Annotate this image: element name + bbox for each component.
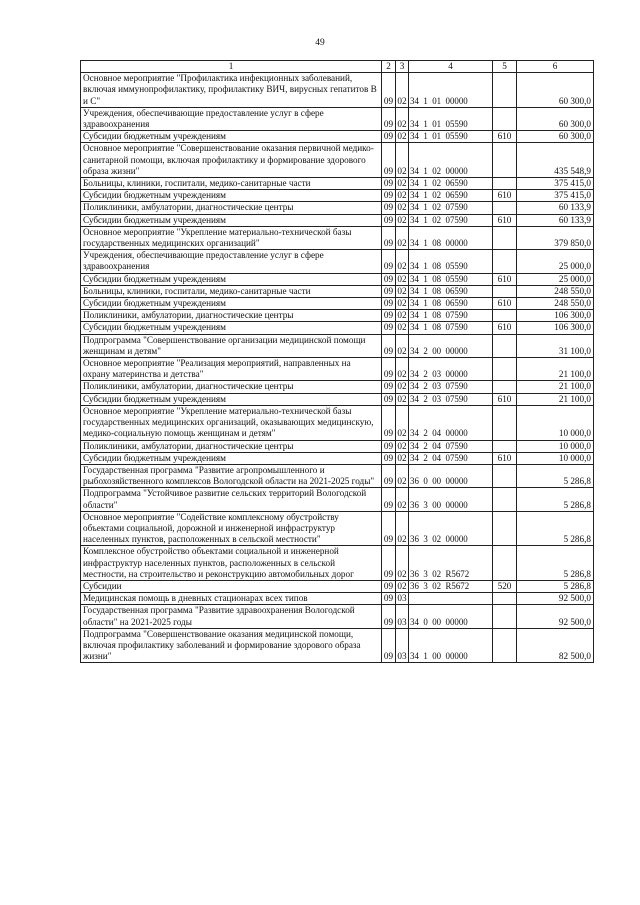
row-target-code-cell: 36 3 02 R5672 <box>409 546 493 581</box>
row-name-cell: Комплексное обустройство объектами социальной и инженерной инфраструктур населенных пунктов, расположенных в сельской местности, на строительство и реконструкцию автомобильных дорог <box>81 546 382 581</box>
row-expense-type-cell <box>493 73 517 108</box>
table-row <box>81 190 594 202</box>
row-expense-type-cell: 610 <box>493 214 517 226</box>
row-amount-cell: 31 100,0 <box>517 334 594 357</box>
table-row <box>81 381 594 393</box>
row-target-code-cell: 36 3 02 00000 <box>409 511 493 546</box>
header-col-2: 2 <box>382 61 396 73</box>
row-subsection-cell: 02 <box>397 285 407 296</box>
row-section-cell: 09 <box>382 334 396 357</box>
row-section-cell: 09 <box>382 73 396 108</box>
row-name-cell: Основное мероприятие "Укрепление материально-технической базы государственных медицинских организаций" <box>81 226 382 249</box>
row-target-code-cell <box>409 593 493 605</box>
row-subsection-cell: 02 <box>397 440 407 451</box>
row-name-cell: Субсидии бюджетным учреждениям <box>81 214 382 226</box>
row-subsection-cell: 03 <box>397 593 407 604</box>
row-expense-type-cell <box>493 202 517 214</box>
row-subsection-cell: 02 <box>397 190 407 201</box>
row-section-cell: 09 <box>382 580 396 592</box>
row-expense-type-cell <box>493 107 517 130</box>
row-amount-cell: 375 415,0 <box>517 190 594 202</box>
row-subsection-cell: 02 <box>396 107 409 130</box>
header-col-5: 5 <box>493 61 517 73</box>
row-target-code-cell: 34 2 00 00000 <box>409 334 493 357</box>
row-name-cell: Подпрограмма "Устойчивое развитие сельских территорий Вологодской области" <box>81 488 382 511</box>
row-subsection-cell: 02 <box>396 250 409 273</box>
row-subsection-cell: 02 <box>396 405 409 440</box>
row-section-cell: 09 <box>382 131 396 143</box>
row-section-cell: 09 <box>382 593 396 605</box>
row-section-cell: 09 <box>382 322 396 334</box>
row-section-cell: 09 <box>382 107 396 130</box>
row-name-cell: Субсидии бюджетным учреждениям <box>81 322 382 334</box>
row-expense-type-cell <box>493 178 517 190</box>
table-row <box>81 358 594 381</box>
row-expense-type-cell <box>493 628 517 663</box>
row-target-code-cell: 34 1 02 00000 <box>409 143 493 178</box>
table-row <box>81 580 594 592</box>
row-amount-cell: 21 100,0 <box>517 381 594 393</box>
row-amount-cell: 106 300,0 <box>517 322 594 334</box>
header-col-4: 4 <box>409 61 493 73</box>
row-subsection-cell: 02 <box>396 546 409 581</box>
row-amount-cell: 25 000,0 <box>517 250 594 273</box>
row-section-cell: 09 <box>382 393 396 405</box>
row-name-cell: Основное мероприятие "Содействие комплексному обустройству объектами социальной, дорожной и инженерной инфраструктур населенных пунктов, расположенных в сельской местности" <box>81 511 382 546</box>
row-amount-cell: 5 286,8 <box>517 580 594 592</box>
row-target-code-cell: 34 2 03 00000 <box>409 358 493 381</box>
table-header-row <box>81 61 594 73</box>
table-row <box>81 405 594 440</box>
table-row <box>81 143 594 178</box>
row-amount-cell: 248 550,0 <box>517 285 594 297</box>
row-section-cell: 09 <box>382 464 396 487</box>
row-expense-type-cell <box>493 381 517 393</box>
table-row <box>81 546 594 581</box>
row-section-cell: 09 <box>382 214 396 226</box>
row-target-code-cell: 34 2 03 07590 <box>409 393 493 405</box>
row-section-cell: 09 <box>382 190 396 202</box>
row-target-code-cell: 34 2 03 07590 <box>409 381 493 393</box>
table-row <box>81 73 594 108</box>
row-section-cell: 09 <box>382 226 396 249</box>
row-amount-cell: 248 550,0 <box>517 298 594 310</box>
row-name-cell: Субсидии бюджетным учреждениям <box>81 190 382 202</box>
page-number: 49 <box>315 38 325 48</box>
table-row <box>81 322 594 334</box>
row-amount-cell: 21 100,0 <box>517 358 594 381</box>
row-subsection-cell: 02 <box>397 214 407 225</box>
row-target-code-cell: 34 1 01 05590 <box>409 107 493 130</box>
row-amount-cell: 5 286,8 <box>517 546 594 581</box>
row-amount-cell: 60 133,9 <box>517 202 594 214</box>
row-expense-type-cell <box>493 405 517 440</box>
row-amount-cell: 10 000,0 <box>517 440 594 452</box>
row-target-code-cell: 34 1 02 06590 <box>409 190 493 202</box>
table-body <box>81 73 594 663</box>
row-section-cell: 09 <box>382 511 396 546</box>
row-target-code-cell: 34 1 00 00000 <box>409 628 493 663</box>
row-target-code-cell: 34 1 02 07590 <box>409 202 493 214</box>
row-name-cell: Субсидии бюджетным учреждениям <box>81 273 382 285</box>
row-section-cell: 09 <box>382 440 396 452</box>
row-name-cell: Субсидии <box>81 580 382 592</box>
row-amount-cell: 379 850,0 <box>517 226 594 249</box>
row-name-cell: Поликлиники, амбулатории, диагностические центры <box>81 440 382 452</box>
row-subsection-cell: 02 <box>396 73 409 108</box>
row-expense-type-cell: 610 <box>493 298 517 310</box>
row-expense-type-cell <box>493 464 517 487</box>
row-expense-type-cell <box>493 334 517 357</box>
row-amount-cell: 21 100,0 <box>517 393 594 405</box>
table-row <box>81 214 594 226</box>
row-expense-type-cell <box>493 488 517 511</box>
row-expense-type-cell <box>493 440 517 452</box>
row-subsection-cell: 02 <box>397 298 407 309</box>
row-subsection-cell: 02 <box>396 358 409 381</box>
row-section-cell: 09 <box>382 273 396 285</box>
row-name-cell: Поликлиники, амбулатории, диагностические центры <box>81 381 382 393</box>
table-row <box>81 310 594 322</box>
row-amount-cell: 60 300,0 <box>517 131 594 143</box>
row-name-cell: Учреждения, обеспечивающие предоставление услуг в сфере здравоохранения <box>81 107 382 130</box>
row-target-code-cell: 34 2 04 07590 <box>409 452 493 464</box>
row-amount-cell: 435 548,9 <box>517 143 594 178</box>
row-target-code-cell: 34 0 00 00000 <box>409 605 493 628</box>
row-amount-cell: 106 300,0 <box>517 310 594 322</box>
row-amount-cell: 25 000,0 <box>517 273 594 285</box>
budget-table <box>80 60 594 663</box>
row-target-code-cell: 34 2 04 07590 <box>409 440 493 452</box>
row-name-cell: Больницы, клиники, госпитали, медико-санитарные части <box>81 285 382 297</box>
row-expense-type-cell: 520 <box>493 580 517 592</box>
row-expense-type-cell <box>493 511 517 546</box>
row-amount-cell: 5 286,8 <box>517 488 594 511</box>
row-amount-cell: 10 000,0 <box>517 452 594 464</box>
row-subsection-cell: 02 <box>397 452 407 463</box>
table-row <box>81 440 594 452</box>
row-name-cell: Субсидии бюджетным учреждениям <box>81 452 382 464</box>
row-subsection-cell: 02 <box>396 464 409 487</box>
row-expense-type-cell: 610 <box>493 273 517 285</box>
table-row <box>81 298 594 310</box>
row-section-cell: 09 <box>382 358 396 381</box>
row-name-cell: Подпрограмма "Совершенствование организации медицинской помощи женщинам и детям" <box>81 334 382 357</box>
row-expense-type-cell: 610 <box>493 322 517 334</box>
table-row <box>81 226 594 249</box>
row-name-cell: Субсидии бюджетным учреждениям <box>81 393 382 405</box>
table-row <box>81 202 594 214</box>
row-section-cell: 09 <box>382 381 396 393</box>
table-row <box>81 107 594 130</box>
table-row <box>81 285 594 297</box>
row-section-cell: 09 <box>382 310 396 322</box>
header-col-3: 3 <box>396 61 409 73</box>
row-section-cell: 09 <box>382 202 396 214</box>
row-amount-cell: 92 500,0 <box>517 605 594 628</box>
row-subsection-cell: 02 <box>396 511 409 546</box>
row-subsection-cell: 02 <box>396 334 409 357</box>
row-section-cell: 09 <box>382 250 396 273</box>
table-row <box>81 393 594 405</box>
row-target-code-cell: 34 1 08 07590 <box>409 310 493 322</box>
row-amount-cell: 60 133,9 <box>517 214 594 226</box>
row-amount-cell: 92 500,0 <box>517 593 594 605</box>
row-target-code-cell: 34 1 08 06590 <box>409 285 493 297</box>
row-expense-type-cell: 610 <box>493 393 517 405</box>
row-target-code-cell: 36 3 00 00000 <box>409 488 493 511</box>
row-target-code-cell: 34 1 08 00000 <box>409 226 493 249</box>
row-expense-type-cell <box>493 143 517 178</box>
row-target-code-cell: 34 1 08 05590 <box>409 273 493 285</box>
row-amount-cell: 60 300,0 <box>517 107 594 130</box>
table-row <box>81 131 594 143</box>
table-row <box>81 593 594 605</box>
row-amount-cell: 10 000,0 <box>517 405 594 440</box>
row-subsection-cell: 02 <box>397 580 407 591</box>
row-amount-cell: 5 286,8 <box>517 464 594 487</box>
header-col-1: 1 <box>81 61 382 73</box>
table-row <box>81 273 594 285</box>
row-subsection-cell: 02 <box>397 131 407 142</box>
row-section-cell: 09 <box>382 488 396 511</box>
table-row <box>81 250 594 273</box>
row-target-code-cell: 34 1 08 05590 <box>409 250 493 273</box>
row-subsection-cell: 02 <box>397 322 407 333</box>
row-amount-cell: 60 300,0 <box>517 73 594 108</box>
row-subsection-cell: 02 <box>396 488 409 511</box>
row-subsection-cell: 02 <box>397 273 407 284</box>
row-target-code-cell: 34 1 02 07590 <box>409 214 493 226</box>
row-name-cell: Поликлиники, амбулатории, диагностические центры <box>81 310 382 322</box>
table-row <box>81 178 594 190</box>
row-expense-type-cell: 610 <box>493 190 517 202</box>
row-subsection-cell: 02 <box>397 202 407 213</box>
row-name-cell: Медицинская помощь в дневных стационарах всех типов <box>81 593 382 605</box>
row-name-cell: Государственная программа "Развитие здравоохранения Вологодской области" на 2021-2025 годы <box>81 605 382 628</box>
row-expense-type-cell <box>493 546 517 581</box>
row-section-cell: 09 <box>382 452 396 464</box>
row-subsection-cell: 03 <box>396 628 409 663</box>
row-name-cell: Государственная программа "Развитие агропромышленного и рыбохозяйственного комплексов Вологодской области на 2021-2025 годы" <box>81 464 382 487</box>
row-subsection-cell: 02 <box>396 143 409 178</box>
row-section-cell: 09 <box>382 605 396 628</box>
table-row <box>81 464 594 487</box>
row-target-code-cell: 34 1 01 05590 <box>409 131 493 143</box>
row-target-code-cell: 34 2 04 00000 <box>409 405 493 440</box>
row-name-cell: Основное мероприятие "Совершенствование оказания первичной медико-санитарной помощи, включая профилактику и формирование здорового образа жизни" <box>81 143 382 178</box>
row-section-cell: 09 <box>382 628 396 663</box>
row-name-cell: Учреждения, обеспечивающие предоставление услуг в сфере здравоохранения <box>81 250 382 273</box>
row-expense-type-cell <box>493 285 517 297</box>
row-target-code-cell: 36 0 00 00000 <box>409 464 493 487</box>
row-section-cell: 09 <box>382 178 396 190</box>
row-expense-type-cell <box>493 250 517 273</box>
row-name-cell: Подпрограмма "Совершенствование оказания медицинской помощи, включая профилактику заболеваний и формирование здорового образа жизни" <box>81 628 382 663</box>
table-row <box>81 605 594 628</box>
row-amount-cell: 82 500,0 <box>517 628 594 663</box>
row-section-cell: 09 <box>382 546 396 581</box>
row-name-cell: Основное мероприятие "Укрепление материально-технической базы государственных медицинских организаций, оказывающих медицинскую, медико-социальную помощь женщинам и детям" <box>81 405 382 440</box>
row-target-code-cell: 34 1 08 06590 <box>409 298 493 310</box>
row-name-cell: Субсидии бюджетным учреждениям <box>81 298 382 310</box>
table-row <box>81 334 594 357</box>
row-name-cell: Больницы, клиники, госпитали, медико-санитарные части <box>81 178 382 190</box>
row-name-cell: Поликлиники, амбулатории, диагностические центры <box>81 202 382 214</box>
row-section-cell: 09 <box>382 405 396 440</box>
row-subsection-cell: 02 <box>397 381 407 392</box>
row-name-cell: Основное мероприятие "Профилактика инфекционных заболеваний, включая иммунопрофилактику, профилактику ВИЧ, вирусных гепатитов В и С" <box>81 73 382 108</box>
row-subsection-cell: 02 <box>397 393 407 404</box>
row-amount-cell: 375 415,0 <box>517 178 594 190</box>
row-subsection-cell: 03 <box>396 605 409 628</box>
header-col-6: 6 <box>517 61 594 73</box>
row-expense-type-cell: 610 <box>493 131 517 143</box>
row-target-code-cell: 36 3 02 R5672 <box>409 580 493 592</box>
row-name-cell: Основное мероприятие "Реализация мероприятий, направленных на охрану материнства и детства" <box>81 358 382 381</box>
table-row <box>81 452 594 464</box>
row-subsection-cell: 02 <box>396 226 409 249</box>
row-section-cell: 09 <box>382 143 396 178</box>
table-row <box>81 488 594 511</box>
row-target-code-cell: 34 1 08 07590 <box>409 322 493 334</box>
table-row <box>81 511 594 546</box>
row-expense-type-cell <box>493 226 517 249</box>
row-section-cell: 09 <box>382 285 396 297</box>
table-row <box>81 628 594 663</box>
row-subsection-cell: 02 <box>397 178 407 189</box>
row-expense-type-cell: 610 <box>493 452 517 464</box>
row-section-cell: 09 <box>382 298 396 310</box>
row-expense-type-cell <box>493 593 517 605</box>
row-target-code-cell: 34 1 01 00000 <box>409 73 493 108</box>
row-expense-type-cell <box>493 310 517 322</box>
row-expense-type-cell <box>493 605 517 628</box>
row-expense-type-cell <box>493 358 517 381</box>
row-amount-cell: 5 286,8 <box>517 511 594 546</box>
row-target-code-cell: 34 1 02 06590 <box>409 178 493 190</box>
row-name-cell: Субсидии бюджетным учреждениям <box>81 131 382 143</box>
row-subsection-cell: 02 <box>397 310 407 321</box>
